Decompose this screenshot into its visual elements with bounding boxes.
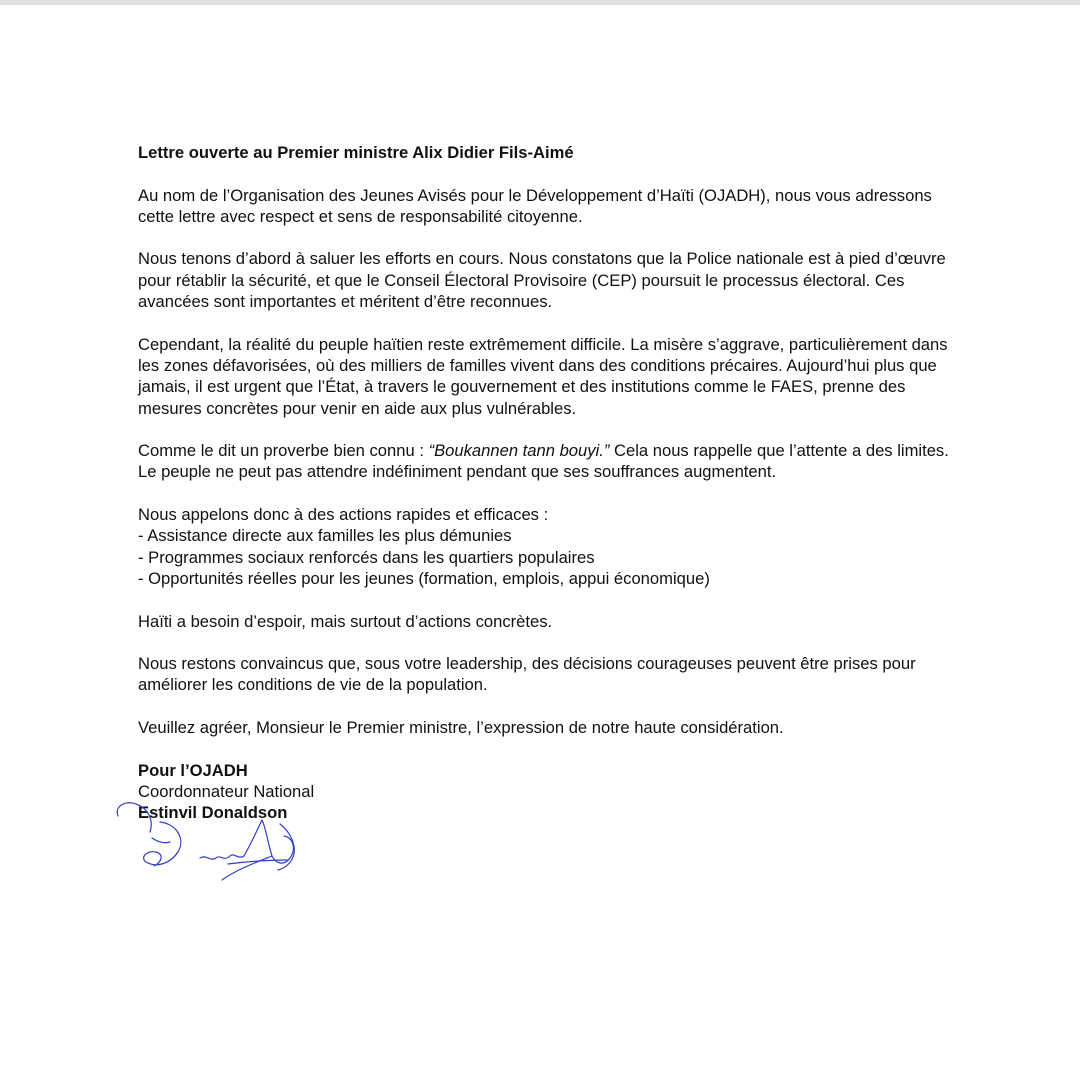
letter-title: Lettre ouverte au Premier ministre Alix Didier Fils-Aimé (138, 143, 574, 162)
paragraph-proverb (138, 440, 958, 483)
top-border (0, 0, 1080, 5)
proverb-quote: “Boukannen tann bouyi.” (428, 441, 610, 461)
proverb-follow: Cela nous rappelle que l’attente a des limites. Le peuple ne peut pas attendre indéfiniment pendant que ses souffrances augmentent. (138, 441, 949, 482)
paragraph-hope: Haïti a besoin d’espoir, mais surtout d’actions concrètes. (138, 611, 553, 631)
action-item: - Programmes sociaux renforcés dans les quartiers populaires (138, 547, 595, 567)
signoff-role: Coordonnateur National (138, 781, 315, 801)
action-item: - Assistance directe aux familles les plus démunies (138, 526, 512, 546)
actions-intro: Nous appelons donc à des actions rapides et efficaces : (138, 505, 549, 525)
signature-icon (112, 798, 312, 882)
actions-section (138, 504, 958, 589)
paragraph-reality: Cependant, la réalité du peuple haïtien reste extrêmement difficile. La misère s’aggrave, particulièrement dans les zones défavorisées, où des milliers de familles vivent dans des conditions précaires. Aujourd’hui plus que jamais, il est urgent que l’État, à travers le gouvernement et des institutions comme le FAES, prenne des mesures concrètes pour venir en aide aux plus vulnérables. (138, 334, 948, 418)
action-item: - Opportunités réelles pour les jeunes (formation, emplois, appui économique) (138, 568, 710, 588)
paragraph-efforts: Nous tenons d’abord à saluer les efforts en cours. Nous constatons que la Police nationale est à pied d’œuvre pour rétablir la sécurité, et que le Conseil Électoral Provisoire (CEP) poursuit le processus électoral. Ces avancées sont importantes et méritent d’être reconnues. (138, 249, 946, 312)
signoff-name: Estinvil Donaldson (138, 803, 288, 823)
proverb-lead: Comme le dit un proverbe bien connu : (138, 441, 429, 461)
paragraph-leadership: Nous restons convaincus que, sous votre leadership, des décisions courageuses peuvent être prises pour améliorer les conditions de vie de la population. (138, 654, 916, 695)
actions-list (138, 525, 958, 589)
signoff-organization: Pour l’OJADH (138, 760, 248, 780)
paragraph-intro: Au nom de l’Organisation des Jeunes Avisés pour le Développement d’Haïti (OJADH), nous vous adressons cette lettre avec respect et sens de responsabilité citoyenne. (138, 185, 932, 226)
paragraph-closing: Veuillez agréer, Monsieur le Premier ministre, l’expression de notre haute considération. (138, 718, 784, 738)
letter-body (138, 142, 958, 824)
